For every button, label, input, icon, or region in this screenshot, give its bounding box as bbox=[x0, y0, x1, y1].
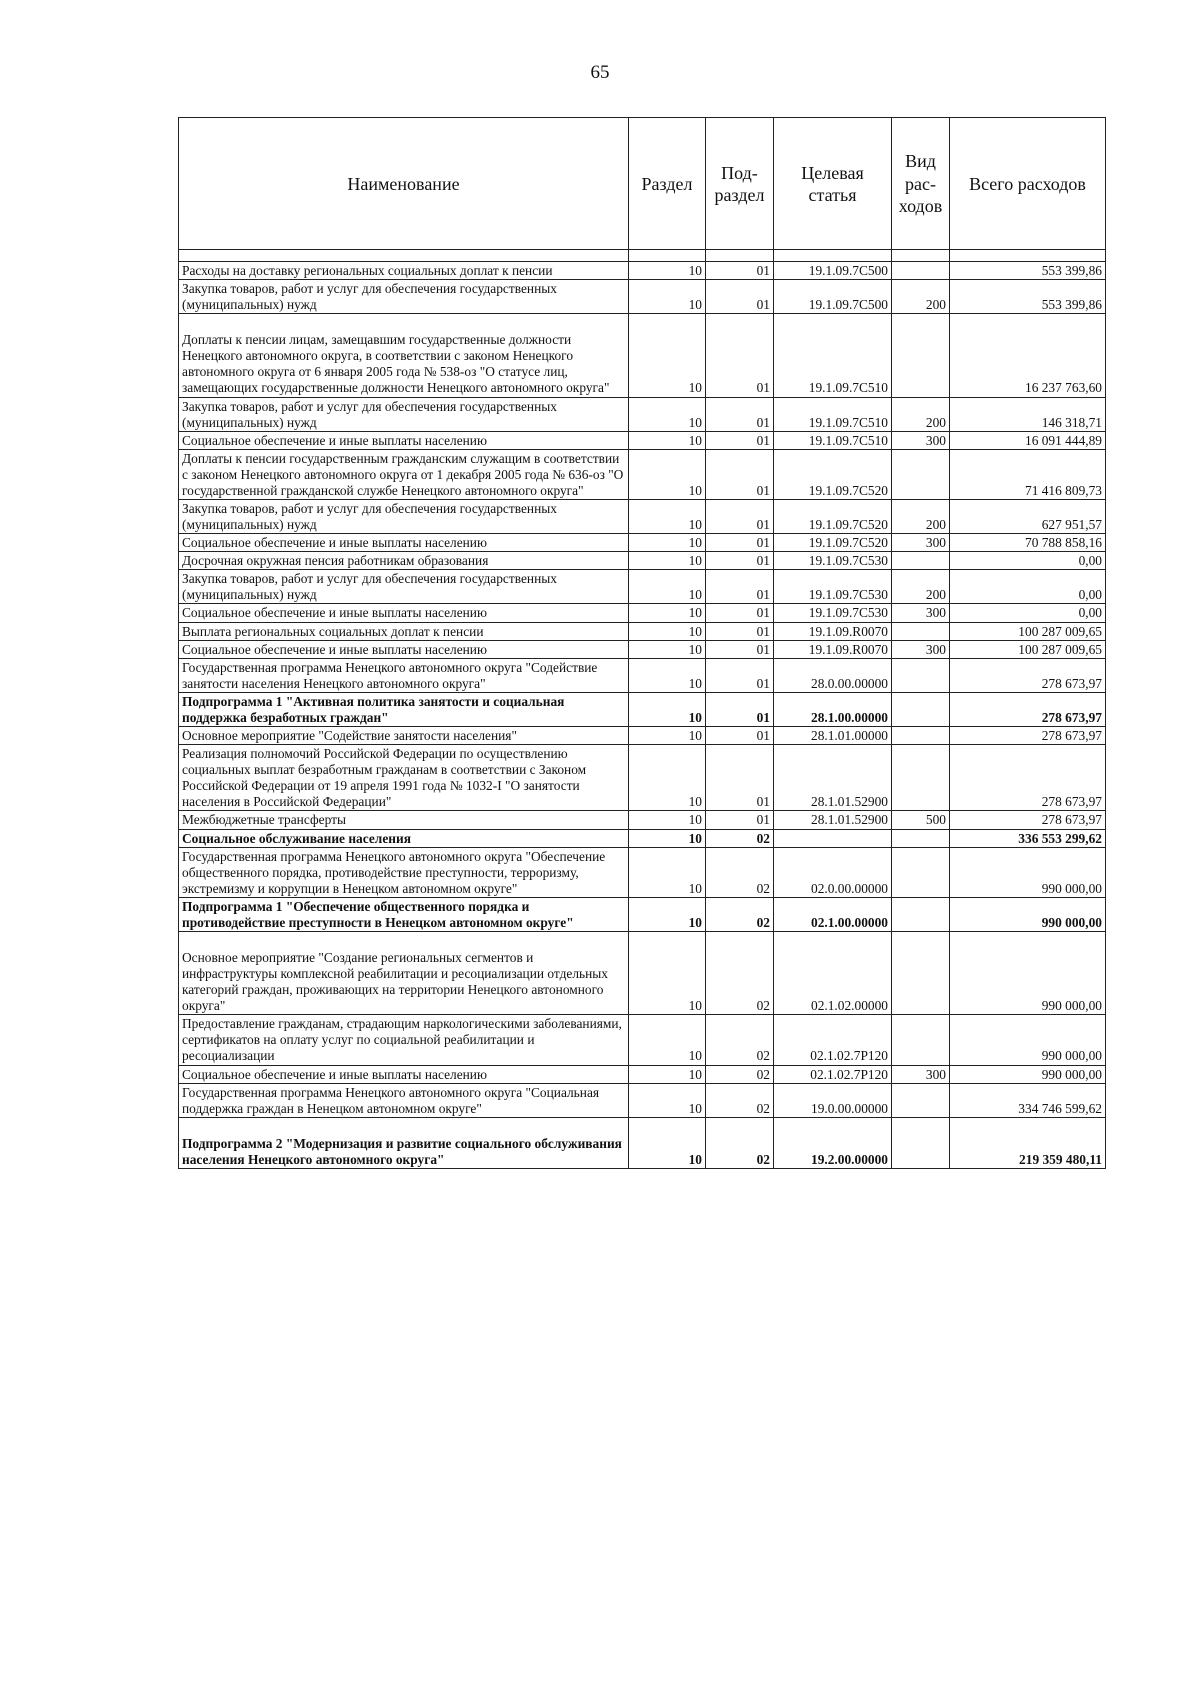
table-row bbox=[179, 811, 1106, 829]
table-row bbox=[179, 727, 1106, 745]
row-article-cell: 19.1.09.7С530 bbox=[774, 552, 892, 570]
table-row bbox=[179, 552, 1106, 570]
row-total-cell: 278 673,97 bbox=[950, 745, 1106, 811]
header-subsection-line2: раздел bbox=[714, 185, 765, 205]
row-type-cell bbox=[892, 1015, 950, 1065]
table-row bbox=[179, 449, 1106, 499]
row-article-cell: 19.1.09.7С500 bbox=[774, 262, 892, 280]
table-row bbox=[179, 745, 1106, 811]
row-subsection-cell: 01 bbox=[706, 262, 774, 280]
row-section-cell: 10 bbox=[629, 449, 706, 499]
table-row bbox=[179, 570, 1106, 604]
row-type-cell bbox=[892, 262, 950, 280]
row-section-cell: 10 bbox=[629, 1015, 706, 1065]
row-article-cell: 02.1.02.7Р120 bbox=[774, 1065, 892, 1083]
row-total-cell: 146 318,71 bbox=[950, 397, 1106, 431]
row-total-cell: 278 673,97 bbox=[950, 811, 1106, 829]
header-name: Наименование bbox=[179, 118, 629, 250]
row-subsection-cell: 01 bbox=[706, 431, 774, 449]
row-section-cell: 10 bbox=[629, 897, 706, 931]
table-row bbox=[179, 847, 1106, 897]
header-type-line3: ходов bbox=[898, 196, 943, 217]
row-article-cell: 19.1.09.R0070 bbox=[774, 622, 892, 640]
row-section-cell: 10 bbox=[629, 727, 706, 745]
row-total-cell: 70 788 858,16 bbox=[950, 534, 1106, 552]
row-total-cell: 553 399,86 bbox=[950, 280, 1106, 314]
row-section-cell: 10 bbox=[629, 692, 706, 726]
table-row bbox=[179, 604, 1106, 622]
row-section-cell: 10 bbox=[629, 280, 706, 314]
row-type-cell bbox=[892, 449, 950, 499]
row-type-cell bbox=[892, 829, 950, 847]
row-subsection-cell: 02 bbox=[706, 1083, 774, 1117]
row-total-cell: 0,00 bbox=[950, 604, 1106, 622]
row-subsection-cell: 01 bbox=[706, 604, 774, 622]
row-subsection-cell: 01 bbox=[706, 552, 774, 570]
table-row bbox=[179, 829, 1106, 847]
row-name-cell: Социальное обеспечение и иные выплаты населению bbox=[179, 640, 629, 658]
row-total-cell: 990 000,00 bbox=[950, 847, 1106, 897]
table-row bbox=[179, 280, 1106, 314]
row-subsection-cell: 01 bbox=[706, 314, 774, 397]
row-name-cell: Выплата региональных социальных доплат к пенсии bbox=[179, 622, 629, 640]
row-article-cell: 19.1.09.R0070 bbox=[774, 640, 892, 658]
row-type-cell: 300 bbox=[892, 431, 950, 449]
row-article-cell: 28.1.01.00000 bbox=[774, 727, 892, 745]
row-subsection-cell: 01 bbox=[706, 280, 774, 314]
row-total-cell: 990 000,00 bbox=[950, 931, 1106, 1014]
row-name-cell: Закупка товаров, работ и услуг для обеспечения государственных (муниципальных) нужд bbox=[179, 500, 629, 534]
row-subsection-cell: 01 bbox=[706, 500, 774, 534]
row-subsection-cell: 02 bbox=[706, 1117, 774, 1168]
row-section-cell: 10 bbox=[629, 658, 706, 692]
row-section-cell: 10 bbox=[629, 829, 706, 847]
row-section-cell: 10 bbox=[629, 500, 706, 534]
row-section-cell: 10 bbox=[629, 431, 706, 449]
row-name-cell: Закупка товаров, работ и услуг для обеспечения государственных (муниципальных) нужд bbox=[179, 397, 629, 431]
row-subsection-cell: 01 bbox=[706, 811, 774, 829]
row-article-cell: 19.1.09.7С520 bbox=[774, 449, 892, 499]
row-total-cell: 278 673,97 bbox=[950, 727, 1106, 745]
row-name-cell: Государственная программа Ненецкого автономного округа "Содействие занятости населения Ненецкого автономного округа" bbox=[179, 658, 629, 692]
row-name-cell: Межбюджетные трансферты bbox=[179, 811, 629, 829]
row-name-cell: Подпрограмма 1 "Активная политика занятости и социальная поддержка безработных граждан" bbox=[179, 692, 629, 726]
row-name-cell: Доплаты к пенсии государственным гражданским служащим в соответствии с законом Ненецкого автономного округа от 1 декабря 2005 года № 636-оз "О государственной гражданской службе Ненецкого автономного округа" bbox=[179, 449, 629, 499]
table-row bbox=[179, 534, 1106, 552]
row-section-cell: 10 bbox=[629, 604, 706, 622]
row-type-cell bbox=[892, 727, 950, 745]
table-header bbox=[179, 118, 1106, 250]
row-article-cell: 19.2.00.00000 bbox=[774, 1117, 892, 1168]
row-name-cell: Подпрограмма 1 "Обеспечение общественного порядка и противодействие преступности в Ненецком автономном округе" bbox=[179, 897, 629, 931]
row-type-cell: 300 bbox=[892, 640, 950, 658]
row-article-cell: 02.1.02.7Р120 bbox=[774, 1015, 892, 1065]
row-article-cell: 02.1.02.00000 bbox=[774, 931, 892, 1014]
row-name-cell: Государственная программа Ненецкого автономного округа "Социальная поддержка граждан в Ненецком автономном округе" bbox=[179, 1083, 629, 1117]
row-subsection-cell: 02 bbox=[706, 1065, 774, 1083]
row-subsection-cell: 02 bbox=[706, 897, 774, 931]
row-section-cell: 10 bbox=[629, 745, 706, 811]
table-row bbox=[179, 1015, 1106, 1065]
table-row bbox=[179, 692, 1106, 726]
row-name-cell: Социальное обеспечение и иные выплаты населению bbox=[179, 431, 629, 449]
row-type-cell bbox=[892, 1117, 950, 1168]
row-section-cell: 10 bbox=[629, 534, 706, 552]
row-subsection-cell: 01 bbox=[706, 745, 774, 811]
row-section-cell: 10 bbox=[629, 1117, 706, 1168]
row-total-cell: 71 416 809,73 bbox=[950, 449, 1106, 499]
row-section-cell: 10 bbox=[629, 314, 706, 397]
row-total-cell: 0,00 bbox=[950, 552, 1106, 570]
row-name-cell: Закупка товаров, работ и услуг для обеспечения государственных (муниципальных) нужд bbox=[179, 280, 629, 314]
row-total-cell: 990 000,00 bbox=[950, 1015, 1106, 1065]
row-total-cell: 278 673,97 bbox=[950, 692, 1106, 726]
row-total-cell: 990 000,00 bbox=[950, 1065, 1106, 1083]
row-section-cell: 10 bbox=[629, 397, 706, 431]
table-row bbox=[179, 500, 1106, 534]
page-number: 65 bbox=[590, 62, 610, 83]
header-article-line2: статья bbox=[808, 185, 857, 205]
row-type-cell: 300 bbox=[892, 534, 950, 552]
row-article-cell: 28.1.01.52900 bbox=[774, 745, 892, 811]
row-article-cell: 19.1.09.7С530 bbox=[774, 604, 892, 622]
row-name-cell: Закупка товаров, работ и услуг для обеспечения государственных (муниципальных) нужд bbox=[179, 570, 629, 604]
row-subsection-cell: 01 bbox=[706, 622, 774, 640]
row-name-cell: Социальное обеспечение и иные выплаты населению bbox=[179, 604, 629, 622]
table-row bbox=[179, 314, 1106, 397]
row-type-cell bbox=[892, 931, 950, 1014]
header-article bbox=[774, 118, 892, 250]
row-type-cell bbox=[892, 552, 950, 570]
row-article-cell: 19.1.09.7С510 bbox=[774, 397, 892, 431]
row-article-cell: 02.0.00.00000 bbox=[774, 847, 892, 897]
row-type-cell: 200 bbox=[892, 500, 950, 534]
header-subsection-line1: Под- bbox=[721, 162, 758, 183]
row-article-cell: 02.1.00.00000 bbox=[774, 897, 892, 931]
table-row bbox=[179, 1065, 1106, 1083]
header-type-line1: Вид bbox=[905, 151, 936, 172]
row-article-cell: 28.0.00.00000 bbox=[774, 658, 892, 692]
row-name-cell: Социальное обслуживание населения bbox=[179, 829, 629, 847]
row-total-cell: 100 287 009,65 bbox=[950, 622, 1106, 640]
row-subsection-cell: 01 bbox=[706, 570, 774, 604]
table-row bbox=[179, 931, 1106, 1014]
row-type-cell bbox=[892, 622, 950, 640]
header-total: Всего расходов bbox=[950, 118, 1106, 250]
row-section-cell: 10 bbox=[629, 811, 706, 829]
row-total-cell: 219 359 480,11 bbox=[950, 1117, 1106, 1168]
header-spacer-row bbox=[179, 250, 1106, 262]
row-subsection-cell: 01 bbox=[706, 640, 774, 658]
row-name-cell: Досрочная окружная пенсия работникам образования bbox=[179, 552, 629, 570]
row-total-cell: 627 951,57 bbox=[950, 500, 1106, 534]
header-type bbox=[892, 118, 950, 250]
budget-table bbox=[178, 117, 1106, 1169]
row-section-cell: 10 bbox=[629, 847, 706, 897]
row-type-cell bbox=[892, 314, 950, 397]
row-type-cell bbox=[892, 847, 950, 897]
row-section-cell: 10 bbox=[629, 552, 706, 570]
row-total-cell: 100 287 009,65 bbox=[950, 640, 1106, 658]
row-type-cell: 300 bbox=[892, 604, 950, 622]
row-name-cell: Основное мероприятие "Создание региональных сегментов и инфраструктуры комплексной реабилитации и ресоциализации отдельных категорий граждан, проживающих на территории Ненецкого автономного округа" bbox=[179, 931, 629, 1014]
row-article-cell: 19.1.09.7С500 bbox=[774, 280, 892, 314]
table-row bbox=[179, 622, 1106, 640]
row-name-cell: Социальное обеспечение и иные выплаты населению bbox=[179, 1065, 629, 1083]
row-name-cell: Доплаты к пенсии лицам, замещавшим государственные должности Ненецкого автономного округа, в соответствии с законом Ненецкого автономного округа от 6 января 2005 года № 538-оз "О статусе лиц, замещающих государственные должности Ненецкого автономного округа" bbox=[179, 314, 629, 397]
row-subsection-cell: 01 bbox=[706, 397, 774, 431]
row-subsection-cell: 02 bbox=[706, 1015, 774, 1065]
row-total-cell: 16 237 763,60 bbox=[950, 314, 1106, 397]
header-section: Раздел bbox=[629, 118, 706, 250]
row-total-cell: 0,00 bbox=[950, 570, 1106, 604]
row-article-cell: 19.1.09.7С520 bbox=[774, 534, 892, 552]
row-type-cell bbox=[892, 658, 950, 692]
row-section-cell: 10 bbox=[629, 570, 706, 604]
row-subsection-cell: 01 bbox=[706, 534, 774, 552]
row-section-cell: 10 bbox=[629, 262, 706, 280]
row-subsection-cell: 01 bbox=[706, 692, 774, 726]
row-section-cell: 10 bbox=[629, 931, 706, 1014]
row-type-cell bbox=[892, 1083, 950, 1117]
table-row bbox=[179, 897, 1106, 931]
row-total-cell: 553 399,86 bbox=[950, 262, 1106, 280]
header-subsection bbox=[706, 118, 774, 250]
row-total-cell: 278 673,97 bbox=[950, 658, 1106, 692]
row-type-cell: 200 bbox=[892, 280, 950, 314]
header-article-line1: Целевая bbox=[801, 162, 864, 183]
row-article-cell: 19.1.09.7С510 bbox=[774, 431, 892, 449]
row-type-cell bbox=[892, 897, 950, 931]
table-row bbox=[179, 397, 1106, 431]
row-article-cell: 19.0.00.00000 bbox=[774, 1083, 892, 1117]
table-row bbox=[179, 1117, 1106, 1168]
row-type-cell: 200 bbox=[892, 570, 950, 604]
row-section-cell: 10 bbox=[629, 1065, 706, 1083]
row-section-cell: 10 bbox=[629, 622, 706, 640]
table-row bbox=[179, 658, 1106, 692]
row-article-cell: 28.1.01.52900 bbox=[774, 811, 892, 829]
row-type-cell: 200 bbox=[892, 397, 950, 431]
row-section-cell: 10 bbox=[629, 640, 706, 658]
row-name-cell: Основное мероприятие "Содействие занятости населения" bbox=[179, 727, 629, 745]
header-type-line2: рас- bbox=[905, 173, 936, 194]
row-name-cell: Расходы на доставку региональных социальных доплат к пенсии bbox=[179, 262, 629, 280]
table-row bbox=[179, 262, 1106, 280]
row-name-cell: Реализация полномочий Российской Федерации по осуществлению социальных выплат безработным гражданам в соответствии с Законом Российской Федерации от 19 апреля 1991 года № 1032-I "О занятости населения в Российской Федерации" bbox=[179, 745, 629, 811]
row-article-cell bbox=[774, 829, 892, 847]
row-name-cell: Предоставление гражданам, страдающим наркологическими заболеваниями, сертификатов на оплату услуг по социальной реабилитации и ресоциализации bbox=[179, 1015, 629, 1065]
row-article-cell: 19.1.09.7С530 bbox=[774, 570, 892, 604]
row-name-cell: Социальное обеспечение и иные выплаты населению bbox=[179, 534, 629, 552]
row-type-cell: 300 bbox=[892, 1065, 950, 1083]
table-row bbox=[179, 640, 1106, 658]
row-subsection-cell: 01 bbox=[706, 449, 774, 499]
row-subsection-cell: 02 bbox=[706, 931, 774, 1014]
table-body bbox=[179, 250, 1106, 1169]
row-total-cell: 16 091 444,89 bbox=[950, 431, 1106, 449]
row-section-cell: 10 bbox=[629, 1083, 706, 1117]
row-subsection-cell: 01 bbox=[706, 658, 774, 692]
row-article-cell: 28.1.00.00000 bbox=[774, 692, 892, 726]
row-type-cell: 500 bbox=[892, 811, 950, 829]
row-subsection-cell: 01 bbox=[706, 727, 774, 745]
row-subsection-cell: 02 bbox=[706, 829, 774, 847]
row-subsection-cell: 02 bbox=[706, 847, 774, 897]
row-total-cell: 990 000,00 bbox=[950, 897, 1106, 931]
row-total-cell: 336 553 299,62 bbox=[950, 829, 1106, 847]
row-article-cell: 19.1.09.7С510 bbox=[774, 314, 892, 397]
row-type-cell bbox=[892, 745, 950, 811]
row-type-cell bbox=[892, 692, 950, 726]
table-row bbox=[179, 1083, 1106, 1117]
row-total-cell: 334 746 599,62 bbox=[950, 1083, 1106, 1117]
row-name-cell: Государственная программа Ненецкого автономного округа "Обеспечение общественного порядка, противодействие преступности, терроризму, экстремизму и коррупции в Ненецком автономном округе" bbox=[179, 847, 629, 897]
row-name-cell: Подпрограмма 2 "Модернизация и развитие социального обслуживания населения Ненецкого автономного округа" bbox=[179, 1117, 629, 1168]
table-row bbox=[179, 431, 1106, 449]
row-article-cell: 19.1.09.7С520 bbox=[774, 500, 892, 534]
